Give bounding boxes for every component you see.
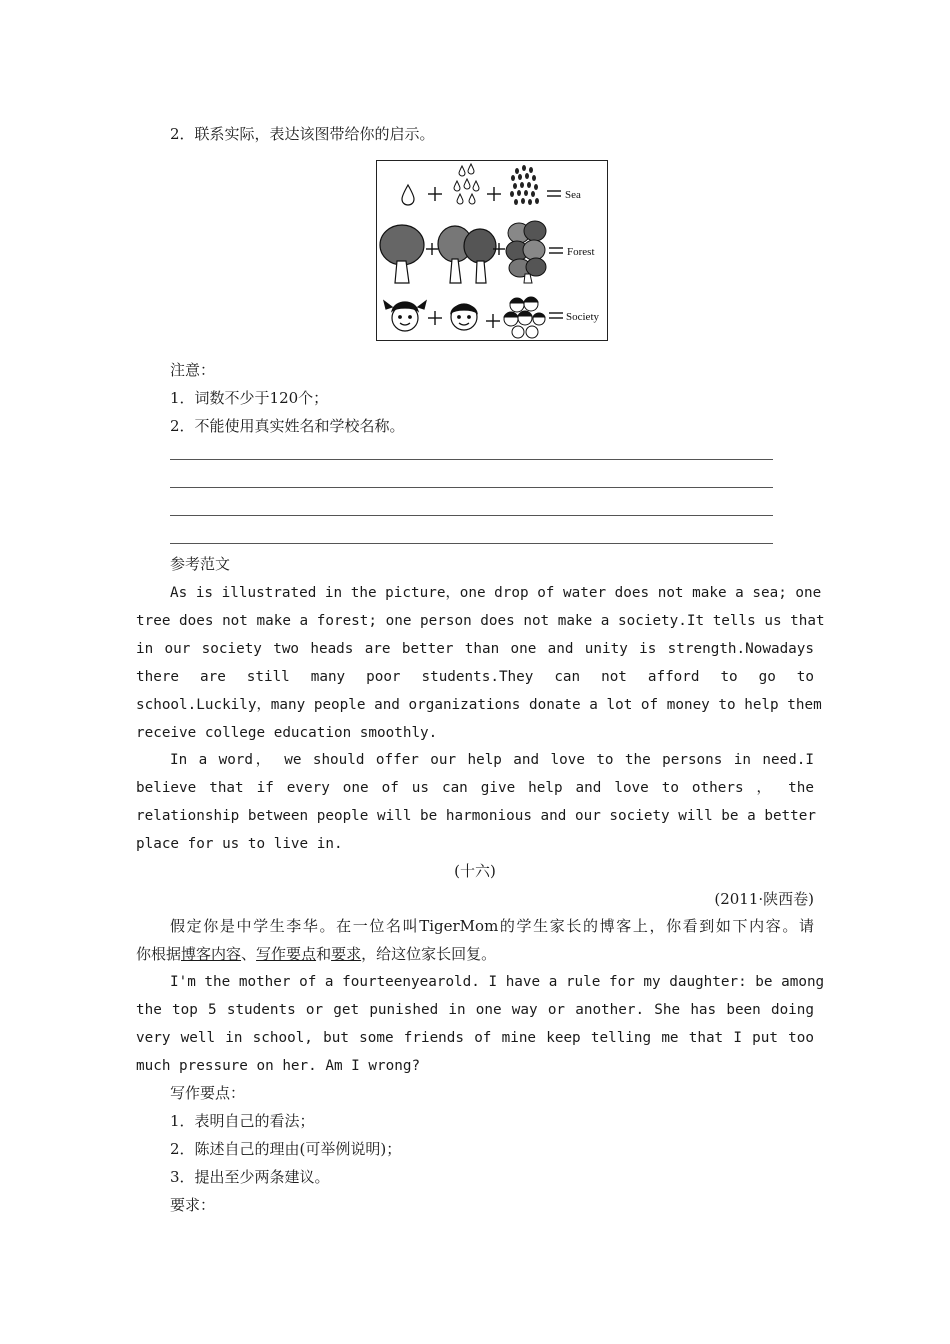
section-source: (2011·陕西卷) [714,890,814,908]
plus-icon [428,187,442,201]
note-item-2: 2．不能使用真实姓名和学校名称。 [170,417,405,435]
illustration-figure [376,160,608,341]
figure-drawing [377,161,609,342]
equals-icon [547,191,561,196]
intro-text: 、 [241,945,257,963]
sample-title: 参考范文 [170,555,231,573]
keyword-writing-points: 写作要点 [256,945,317,963]
intro-text: ，给这位家长回复。 [361,945,497,963]
sample-line: relationship between people will be harmonious and our society will be a better [136,808,816,824]
plus-icon [426,243,438,255]
sample-line: As is illustrated in the picture，one drop of water does not make a sea; one [170,585,822,601]
task-item-2: 2．联系实际，表达该图带给你的启示。 [170,125,435,143]
few-drops-icon [454,164,479,204]
equals-icon [549,248,563,253]
answer-line [170,543,773,544]
blog-line: much pressure on her. Am I wrong? [136,1058,421,1074]
girl-face-icon [384,301,426,331]
keyword-blog-content: 博客内容 [181,945,242,963]
sample-line: in our society two heads are better than one and unity is strength.Nowadays [136,641,814,657]
society-label: Society [566,311,599,323]
sample-line: there are still many poor students.They can not afford to go to [136,669,814,685]
equals-icon [549,313,563,318]
sample-line: place for us to live in. [136,836,343,852]
point-item: 1．表明自己的看法； [170,1112,315,1130]
sample-line: receive college education smoothly. [136,725,438,741]
section-number: (十六) [454,862,496,880]
tree-icon [380,225,424,283]
prompt-intro-line: 假定你是中学生李华。在一位名叫TigerMom的学生家长的博客上，你看到如下内容。请 [170,917,814,935]
blog-line: the top 5 students or get punished in one way or another. She has been doing [136,1002,814,1018]
plus-icon [486,314,500,328]
many-drops-icon [510,165,539,205]
sample-line: believe that if every one of us can give help and love to others ， the [136,780,814,796]
answer-line [170,487,773,488]
note-item-1: 1．词数不少于120个； [170,389,329,407]
answer-line [170,459,773,460]
prompt-intro-line [136,944,814,964]
intro-text: 和 [316,945,332,963]
sample-line: In a word， we should offer our help and love to the persons in need.I [170,752,814,768]
single-drop-icon [402,185,414,205]
keyword-requirements: 要求 [331,945,362,963]
boy-face-icon [451,304,477,330]
answer-line [170,515,773,516]
notes-title: 注意： [170,361,216,379]
sea-label: Sea [565,189,581,201]
point-item: 2．陈述自己的理由(可举例说明)； [170,1140,402,1158]
two-trees-icon [438,226,496,283]
plus-icon [487,187,501,201]
blog-line: I'm the mother of a fourteenyearold. I have a rule for my daughter: be among [170,974,825,990]
sample-line: tree does not make a forest; one person does not make a society.It tells us that [136,613,825,629]
intro-text: 你根据 [136,945,182,963]
many-trees-icon [506,221,546,283]
sample-line: school.Luckily，many people and organizations donate a lot of money to help them [136,697,822,713]
plus-icon [428,311,442,325]
forest-label: Forest [567,246,595,258]
crowd-icon [504,297,545,338]
points-title: 写作要点： [170,1084,246,1102]
requirements-title: 要求： [170,1196,216,1214]
blog-line: very well in school, but some friends of mine keep telling me that I put too [136,1030,814,1046]
point-item: 3．提出至少两条建议。 [170,1168,330,1186]
